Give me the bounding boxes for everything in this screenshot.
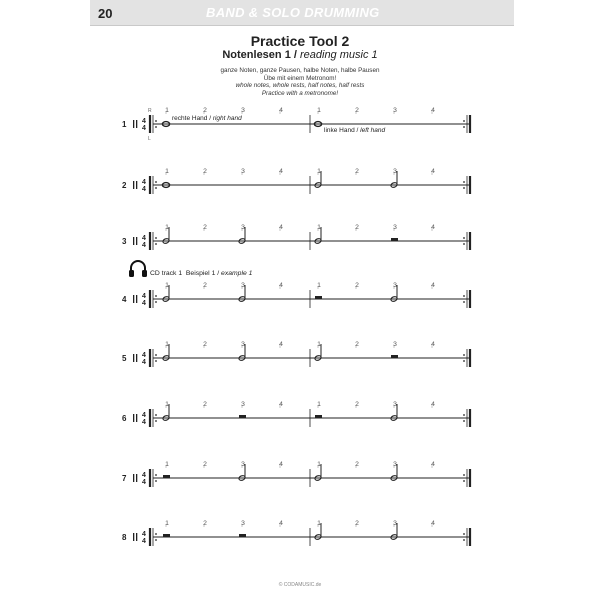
repeat-dot (463, 539, 465, 541)
row-number: 7 (122, 474, 127, 483)
percussion-clef-bar (136, 533, 137, 541)
time-signature-top: 4 (142, 472, 146, 479)
count-label: 4 (279, 224, 283, 231)
cd-track: CD track 1 (150, 270, 183, 277)
repeat-dot (463, 181, 465, 183)
page-number: 20 (98, 6, 113, 21)
count-label: 4 (431, 341, 435, 348)
cd-example-separator: / (217, 270, 220, 277)
repeat-dot (463, 354, 465, 356)
whole-rest (163, 534, 170, 537)
count-label: 2 (203, 401, 207, 408)
repeat-dot (463, 237, 465, 239)
time-signature-bottom: 4 (142, 300, 146, 307)
half-rest (391, 355, 398, 358)
left-hand-label: linke Hand / left hand (324, 127, 386, 134)
count-label: 4 (279, 168, 283, 175)
count-label: 2 (203, 461, 207, 468)
percussion-clef-bar (133, 414, 134, 422)
row-number: 1 (122, 120, 127, 129)
percussion-clef-bar (136, 354, 137, 362)
percussion-clef-bar (133, 533, 134, 541)
count-label: 2 (355, 461, 359, 468)
instruction-line: whole notes, whole rests, half notes, half rests (235, 82, 365, 90)
time-signature-bottom: 4 (142, 479, 146, 486)
count-label: 1 (165, 461, 169, 468)
running-head: BAND & SOLO DRUMMING (206, 5, 380, 20)
repeat-dot (155, 474, 157, 476)
count-label: 2 (203, 341, 207, 348)
whole-rest (163, 475, 170, 478)
count-label: 4 (279, 107, 283, 114)
repeat-dot (155, 533, 157, 535)
subtitle-german: Notenlesen 1 (222, 49, 291, 61)
count-label: 4 (431, 520, 435, 527)
repeat-dot (155, 360, 157, 362)
count-label: 3 (393, 224, 397, 231)
count-label: 4 (279, 461, 283, 468)
count-label: 1 (165, 520, 169, 527)
repeat-dot (155, 480, 157, 482)
count-label: 4 (431, 224, 435, 231)
repeat-dot (463, 480, 465, 482)
count-label: 4 (279, 520, 283, 527)
count-label: 3 (241, 520, 245, 527)
left-hand-label-en: left hand (360, 127, 386, 134)
count-label: 2 (203, 520, 207, 527)
instruction-line: ganze Noten, ganze Pausen, halbe Noten, halbe Pausen (220, 67, 380, 74)
count-label: 2 (355, 168, 359, 175)
count-label: 3 (393, 520, 397, 527)
count-label: 1 (317, 282, 321, 289)
repeat-dot (155, 187, 157, 189)
count-label: 1 (317, 461, 321, 468)
time-signature-bottom: 4 (142, 242, 146, 249)
count-label: 1 (165, 107, 169, 114)
count-label: 3 (241, 461, 245, 468)
repeat-dot (155, 539, 157, 541)
time-signature-bottom: 4 (142, 538, 146, 545)
percussion-clef-bar (133, 181, 134, 189)
count-label: 3 (241, 341, 245, 348)
row-number: 8 (122, 533, 127, 542)
percussion-clef-bar (136, 237, 137, 245)
repeat-dot (155, 354, 157, 356)
percussion-clef-bar (133, 295, 134, 303)
half-rest (391, 238, 398, 241)
instruction-line: Übe mit einem Metronom! (263, 74, 337, 82)
count-label: 4 (431, 461, 435, 468)
count-label: 1 (165, 341, 169, 348)
whole-rest (315, 296, 322, 299)
repeat-dot (155, 414, 157, 416)
percussion-clef-bar (136, 120, 137, 128)
repeat-dot (463, 414, 465, 416)
count-label: 3 (241, 168, 245, 175)
whole-rest (315, 415, 322, 418)
row-number: 6 (122, 414, 127, 423)
count-label: 3 (393, 107, 397, 114)
time-signature-top: 4 (142, 235, 146, 242)
time-signature-bottom: 4 (142, 125, 146, 132)
repeat-dot (463, 301, 465, 303)
time-signature-bottom: 4 (142, 359, 146, 366)
percussion-clef-bar (133, 237, 134, 245)
percussion-clef-bar (136, 414, 137, 422)
time-signature-top: 4 (142, 352, 146, 359)
count-label: 3 (241, 224, 245, 231)
repeat-dot (155, 295, 157, 297)
repeat-dot (155, 237, 157, 239)
repeat-dot (463, 533, 465, 535)
cd-example-en: example 1 (221, 270, 253, 277)
repeat-dot (463, 474, 465, 476)
count-label: 3 (393, 341, 397, 348)
percussion-clef-bar (136, 295, 137, 303)
hand-marker-left: L (148, 136, 151, 142)
count-label: 1 (317, 520, 321, 527)
count-label: 3 (241, 107, 245, 114)
time-signature-bottom: 4 (142, 419, 146, 426)
count-label: 3 (241, 401, 245, 408)
repeat-dot (463, 120, 465, 122)
count-label: 2 (203, 224, 207, 231)
repeat-dot (155, 120, 157, 122)
time-signature-top: 4 (142, 179, 146, 186)
count-label: 3 (241, 282, 245, 289)
count-label: 1 (165, 168, 169, 175)
count-label: 2 (355, 107, 359, 114)
time-signature-top: 4 (142, 412, 146, 419)
percussion-clef-bar (136, 181, 137, 189)
count-label: 4 (279, 341, 283, 348)
row-number: 5 (122, 354, 127, 363)
count-label: 2 (355, 224, 359, 231)
cd-example-de: Beispiel 1 (185, 270, 216, 277)
count-label: 3 (393, 401, 397, 408)
repeat-dot (463, 360, 465, 362)
count-label: 2 (355, 341, 359, 348)
time-signature-top: 4 (142, 293, 146, 300)
half-rest (239, 415, 246, 418)
percussion-clef-bar (133, 474, 134, 482)
count-label: 3 (393, 461, 397, 468)
subtitle-separator: / (290, 49, 300, 61)
count-label: 3 (393, 168, 397, 175)
percussion-clef-bar (136, 474, 137, 482)
count-label: 4 (279, 401, 283, 408)
repeat-dot (463, 187, 465, 189)
percussion-clef-bar (133, 354, 134, 362)
right-hand-label: rechte Hand / right hand (172, 115, 242, 122)
repeat-dot (463, 420, 465, 422)
count-label: 2 (203, 282, 207, 289)
count-label: 2 (355, 282, 359, 289)
count-label: 4 (431, 107, 435, 114)
right-hand-label-en: right hand (212, 115, 242, 122)
count-label: 2 (203, 168, 207, 175)
count-label: 1 (317, 107, 321, 114)
count-label: 1 (165, 282, 169, 289)
count-label: 1 (317, 341, 321, 348)
count-label: 4 (279, 282, 283, 289)
count-label: 1 (165, 401, 169, 408)
row-number: 3 (122, 237, 127, 246)
count-label: 1 (317, 224, 321, 231)
count-label: 2 (355, 520, 359, 527)
footer-copyright: © CODAMUSIC.de (278, 582, 322, 588)
repeat-dot (155, 301, 157, 303)
time-signature-top: 4 (142, 531, 146, 538)
repeat-dot (463, 126, 465, 128)
hand-marker-right: R (148, 108, 152, 114)
repeat-dot (155, 126, 157, 128)
time-signature-top: 4 (142, 118, 146, 125)
time-signature-bottom: 4 (142, 186, 146, 193)
row-number: 2 (122, 181, 127, 190)
row-number: 4 (122, 295, 127, 304)
count-label: 4 (431, 401, 435, 408)
count-label: 2 (203, 107, 207, 114)
count-label: 4 (431, 168, 435, 175)
repeat-dot (155, 181, 157, 183)
repeat-dot (155, 243, 157, 245)
repeat-dot (155, 420, 157, 422)
subtitle-english: reading music 1 (299, 49, 378, 61)
repeat-dot (463, 295, 465, 297)
half-rest (239, 534, 246, 537)
count-label: 1 (317, 401, 321, 408)
count-label: 1 (165, 224, 169, 231)
count-label: 3 (393, 282, 397, 289)
count-label: 1 (317, 168, 321, 175)
page-title: Practice Tool 2 (250, 33, 350, 49)
repeat-dot (463, 243, 465, 245)
count-label: 4 (431, 282, 435, 289)
count-label: 2 (355, 401, 359, 408)
percussion-clef-bar (133, 120, 134, 128)
instruction-line: Practice with a metronome! (261, 89, 339, 97)
